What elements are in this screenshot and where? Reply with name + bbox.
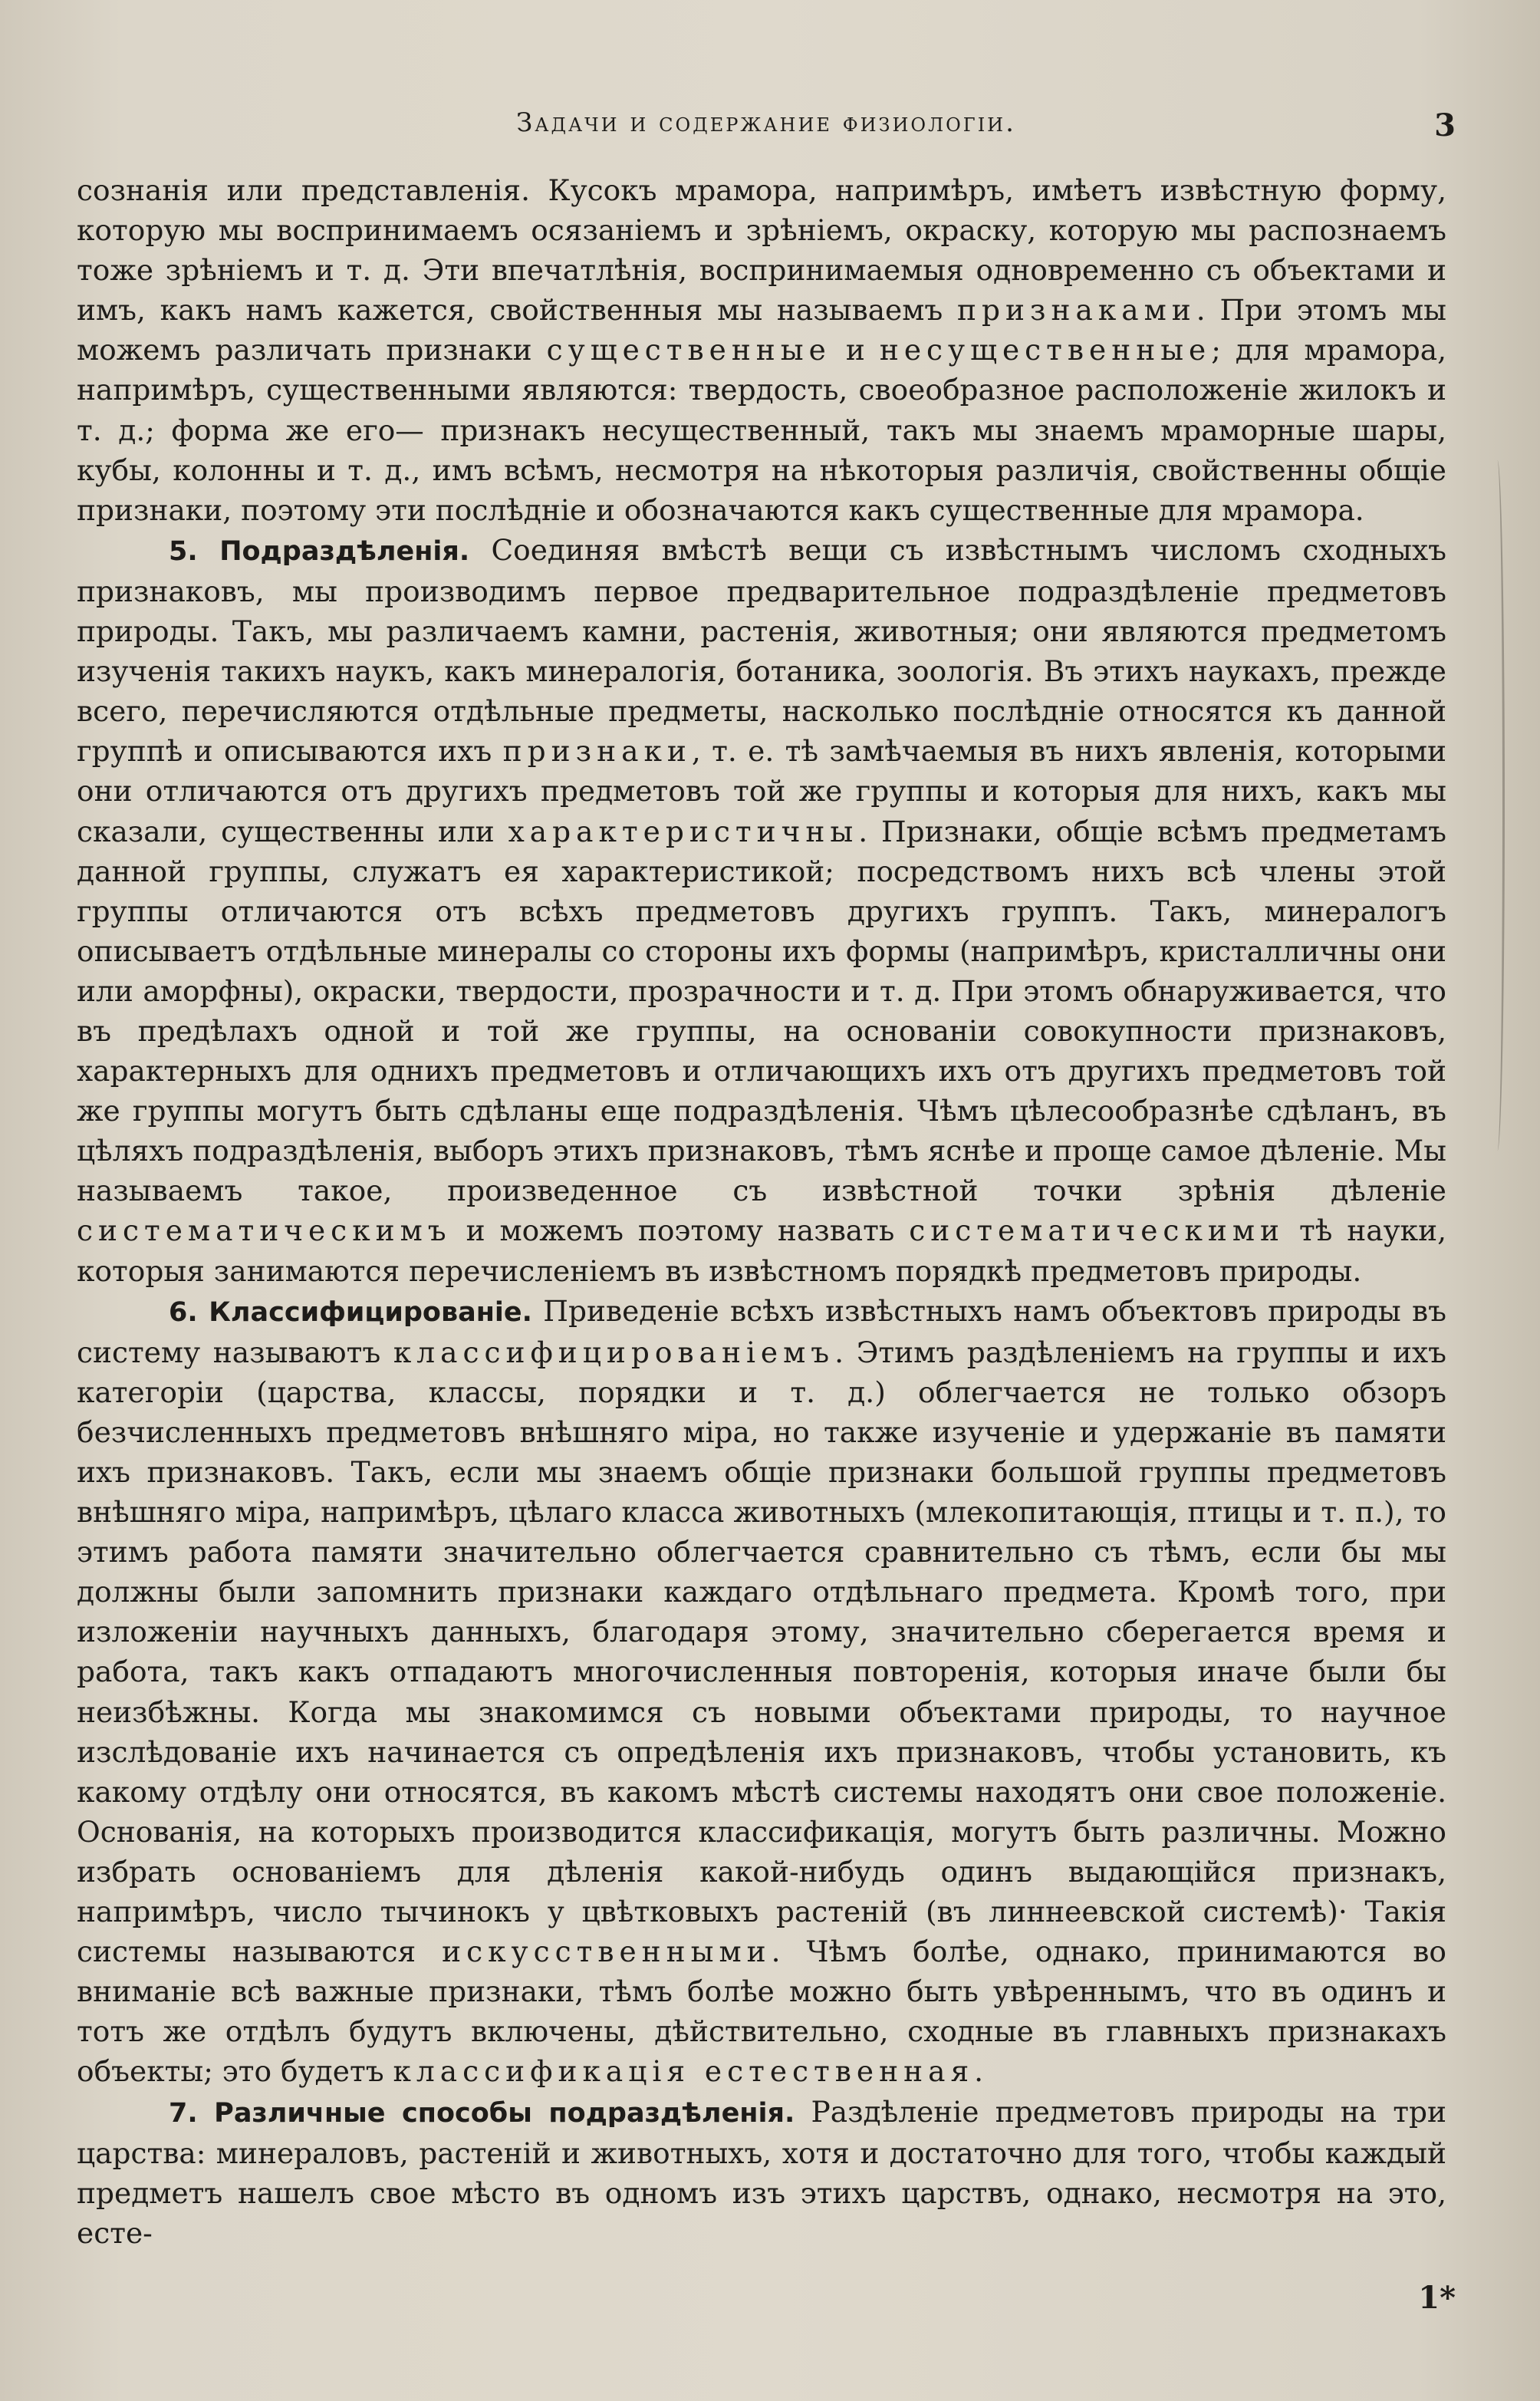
section-5-paragraph: 5. Подраздѣленія. Соединяя вмѣстѣ вещи съ извѣстнымъ числомъ сходныхъ признаковъ, мы производимъ первое предварительное подраздѣленіе предметовъ природы. Такъ, мы различаемъ камни, растенія, животныя; они являются предметомъ изученія такихъ наукъ, какъ минералогія, ботаника, зоологія. Въ этихъ наукахъ, прежде всего, перечисляются отдѣльные предметы, насколько послѣдніе относятся къ данной группѣ и описываются ихъ признаки, т. е. тѣ замѣчаемыя въ нихъ явленія, которыми они отличаются отъ другихъ предметовъ той же группы и которыя для нихъ, какъ мы сказали, существенны или характеристичны. Признаки, общіе всѣмъ предметамъ данной группы, служатъ ея характеристикой; посредствомъ нихъ всѣ члены этой группы отличаются отъ всѣхъ предметовъ другихъ группъ. Такъ, минералогъ описываетъ отдѣльные минералы со стороны ихъ формы (напримѣръ, кристалличны они или аморфны), окраски, твердости, прозрачности и т. д. При этомъ обнаруживается, что въ предѣлахъ одной и той же группы, на основаніи совокупности признаковъ, характерныхъ для однихъ предметовъ и отличающихъ ихъ отъ другихъ предметовъ той же группы могутъ быть сдѣланы еще подраздѣленія. Чѣмъ цѣлесообразнѣе сдѣланъ, въ цѣляхъ подраздѣленія, выборъ этихъ признаковъ, тѣмъ яснѣе и проще самое дѣленіе. Мы называемъ такое, произведенное съ извѣстной точки зрѣнія дѣленіе систематическимъ и можемъ поэтому назвать систематическими тѣ науки, которыя занимаются перечисленіемъ въ извѣстномъ порядкѣ предметовъ природы. — [77, 532, 1447, 1288]
running-head: Задачи и содержание физиологіи. — [516, 107, 1016, 138]
paragraph-continuation: сознанія или представленія. Кусокъ мрамора, напримѣръ, имѣетъ извѣстную форму, которую мы воспринимаемъ осязаніемъ и зрѣніемъ, окраску, которую мы распознаемъ тоже зрѣніемъ и т. д. Эти впечатлѣнія, воспринимаемыя одновременно съ объектами и имъ, какъ намъ кажется, свойственныя мы называемъ признаками. При этомъ мы можемъ различать признаки существенные и несущественные; для мрамора, напримѣръ, существенными являются: твердость, своеобразное расположеніе жилокъ и т. д.; форма же его— признакъ несущественный, такъ мы знаемъ мраморные шары, кубы, колонны и т. д., имъ всѣмъ, несмотря на нѣкоторыя различія, свойственны общіе признаки, поэтому эти послѣдніе и обозначаются какъ существенные для мрамора. — [77, 173, 1447, 527]
signature-mark: 1* — [1418, 2280, 1456, 2316]
page-header — [77, 107, 1456, 153]
spaced-term: признаки — [502, 734, 692, 769]
spaced-term: систематическими — [909, 1214, 1285, 1248]
section-6-paragraph: 6. Классифицированіе. Приведеніе всѣхъ извѣстныхъ намъ объектовъ природы въ систему называютъ классифицированіемъ. Этимъ раздѣленіемъ на группы и ихъ категоріи (царства, классы, порядки и т. д.) облегчается не только обзоръ безчисленныхъ предметовъ внѣшняго міра, но также изученіе и удержаніе въ памяти ихъ признаковъ. Такъ, если мы знаемъ общіе признаки большой группы предметовъ внѣшняго міра, напримѣръ, цѣлаго класса животныхъ (млекопитающія, птицы и т. п.), то этимъ работа памяти значительно облегчается сравнительно съ тѣмъ, если бы мы должны были запомнить признаки каждаго отдѣльнаго предмета. Кромѣ того, при изложеніи научныхъ данныхъ, благодаря этому, значительно сберегается время и работа, такъ какъ отпадаютъ многочисленныя повторенія, которыя иначе были бы неизбѣжны. Когда мы знакомимся съ новыми объектами природы, то научное изслѣдованіе ихъ начинается съ опредѣленія ихъ признаковъ, чтобы установить, къ какому отдѣлу они относятся, въ какомъ мѣстѣ системы находятъ они свое положеніе. Основанія, на которыхъ производится классификація, могутъ быть различны. Можно избрать основаніемъ для дѣленія какой-нибудь одинъ выдающійся признакъ, напримѣръ, число тычинокъ у цвѣтковыхъ растеній (въ линнеевской системѣ)· Такія системы называются искусственными. Чѣмъ болѣе, однако, принимаются во вниманіе всѣ важные признаки, тѣмъ болѣе можно быть увѣреннымъ, что въ одинъ и тотъ же отдѣлъ будутъ включены, дѣйствительно, сходные въ главныхъ признакахъ объекты; это будетъ классификація естественная. — [77, 1293, 1446, 2089]
spaced-term: характеристичны — [508, 814, 859, 848]
spaced-term: классифицированіемъ — [393, 1335, 835, 1369]
spaced-term: систематическимъ — [77, 1214, 452, 1248]
margin-pencil-mark — [1490, 460, 1505, 1151]
spaced-term: существенные — [546, 333, 831, 367]
section-7-heading: 7. Различные способы подраздѣленія. — [169, 2097, 795, 2129]
page-body — [77, 170, 1446, 2253]
section-7-paragraph: 7. Различные способы подраздѣленія. Раздѣленіе предметовъ природы на три царства: минераловъ, растеній и животныхъ, хотя и достаточно для того, чтобы каждый предметъ нашелъ свое мѣсто въ одномъ изъ этихъ царствъ, однако, несмотря на это, есте- — [77, 2094, 1446, 2250]
section-6-heading: 6. Классифицированіе. — [169, 1296, 532, 1328]
spaced-term: признаками — [957, 293, 1196, 328]
spaced-term: классификація естественная — [393, 2054, 975, 2089]
spaced-term: искусственными — [442, 1935, 772, 1969]
page-number: 3 — [1434, 107, 1456, 143]
spaced-term: несущественные — [879, 333, 1212, 367]
section-5-heading: 5. Подраздѣленія. — [169, 535, 470, 567]
